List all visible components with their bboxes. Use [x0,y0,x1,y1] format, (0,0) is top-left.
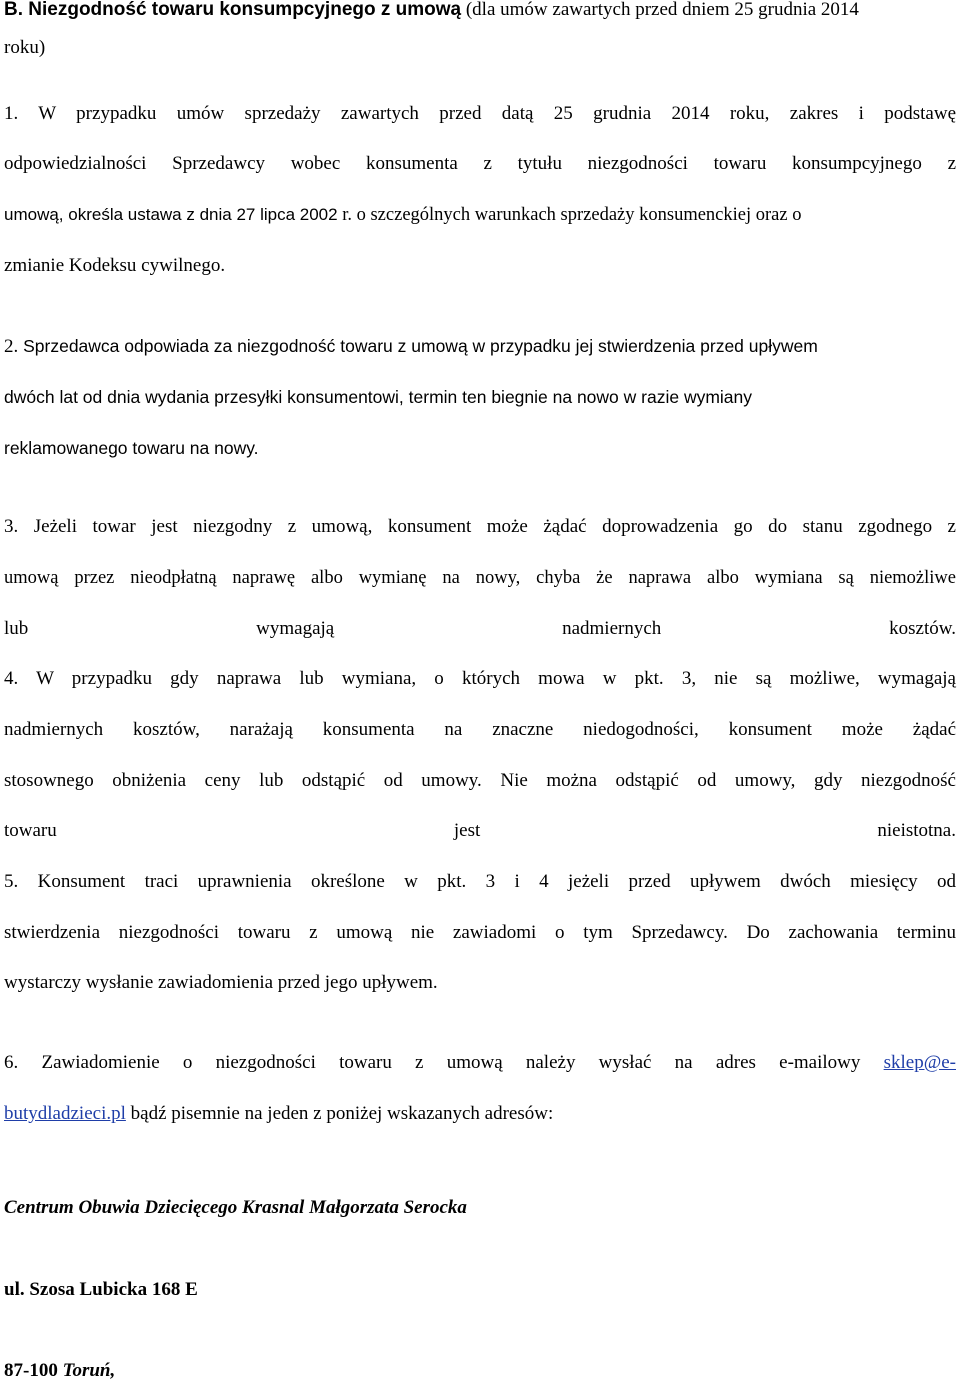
p4-line-2: nadmiernych kosztów, narażają konsumenta na znaczne niedogodności, konsument może żądać [4,719,956,740]
p6-line-2-text: bądź pisemnie na jeden z poniżej wskazanych adresów: [125,1103,554,1124]
p2-line-1 [4,334,956,359]
section-heading-rest: (dla umów zawartych przed dniem 25 grudnia 2014 [461,0,859,20]
p1-line-3-serif: r. o szczególnych warunkach sprzedaży konsumenckiej oraz o [337,205,802,225]
p1-line-3-sans: umową, określa ustawa z dnia 27 lipca 2002 [4,205,338,224]
p5-line-2: stwierdzenia niezgodności towaru z umową nie zawiadomi o tym Sprzedawcy. Do zachowania terminu [4,922,956,943]
postal-code: 87-100 [4,1360,58,1381]
p2-number: 2. [4,336,19,357]
p5-line-3: wystarczy wysłanie zawiadomienia przed jego upływem. [4,972,438,993]
section-heading [4,0,956,22]
section-heading-bold: B. Niezgodność towaru konsumpcyjnego z umową [4,0,462,20]
p3-line-1: 3. Jeżeli towar jest niezgodny z umową, konsument może żądać doprowadzenia go do stanu zgodnego z [4,516,956,537]
p1-line-4: zmianie Kodeksu cywilnego. [4,255,226,276]
p3-line-2: umową przez nieodpłatną naprawę albo wymianę na nowy, chyba że naprawa albo wymiana są niemożliwe [4,568,956,588]
p4-line-4: towaru jest nieistotna. [4,820,956,841]
company-name: Centrum Obuwia Dziecięcego Krasnal Małgorzata Serocka [4,1197,467,1218]
p2-line-2: dwóch lat od dnia wydania przesyłki konsumentowi, termin ten biegnie na nowo w razie wymiany [4,387,753,407]
street-address: ul. Szosa Lubicka 168 E [4,1279,198,1300]
p6-line-1 [4,1051,956,1075]
p1-line-1: 1. W przypadku umów sprzedaży zawartych przed datą 25 grudnia 2014 roku, zakres i podstawę [4,103,956,124]
p2-line-3: reklamowanego towaru na nowy. [4,438,259,458]
p1-line-2: odpowiedzialności Sprzedawcy wobec konsumenta z tytułu niezgodności towaru konsumpcyjnego z [4,153,956,174]
city-line [4,1359,956,1383]
p4-line-3: stosownego obniżenia ceny lub odstąpić od umowy. Nie można odstąpić od umowy, gdy niezgodność [4,770,956,791]
email-link-part-2[interactable]: butydladzieci.pl [4,1103,126,1124]
p1-line-3 [4,203,956,227]
p2-line-1-text: Sprzedawca odpowiada za niezgodność towaru z umową w przypadku jej stwierdzenia przed upływem [18,336,818,356]
p4-line-1: 4. W przypadku gdy naprawa lub wymiana, o których mowa w pkt. 3, nie są możliwe, wymagają [4,668,956,689]
email-link-part-1[interactable]: sklep@e- [883,1052,956,1073]
p3-line-3: lub wymagają nadmiernych kosztów. [4,618,956,639]
section-heading-cont: roku) [4,37,46,58]
p5-line-1: 5. Konsument traci uprawnienia określone w pkt. 3 i 4 jeżeli przed upływem dwóch miesięcy od [4,871,956,892]
p6-line-1-text: 6. Zawiadomienie o niezgodności towaru z umową należy wysłać na adres e-mailowy [4,1052,884,1073]
p6-line-2 [4,1102,956,1126]
city-name: Toruń, [57,1360,116,1381]
